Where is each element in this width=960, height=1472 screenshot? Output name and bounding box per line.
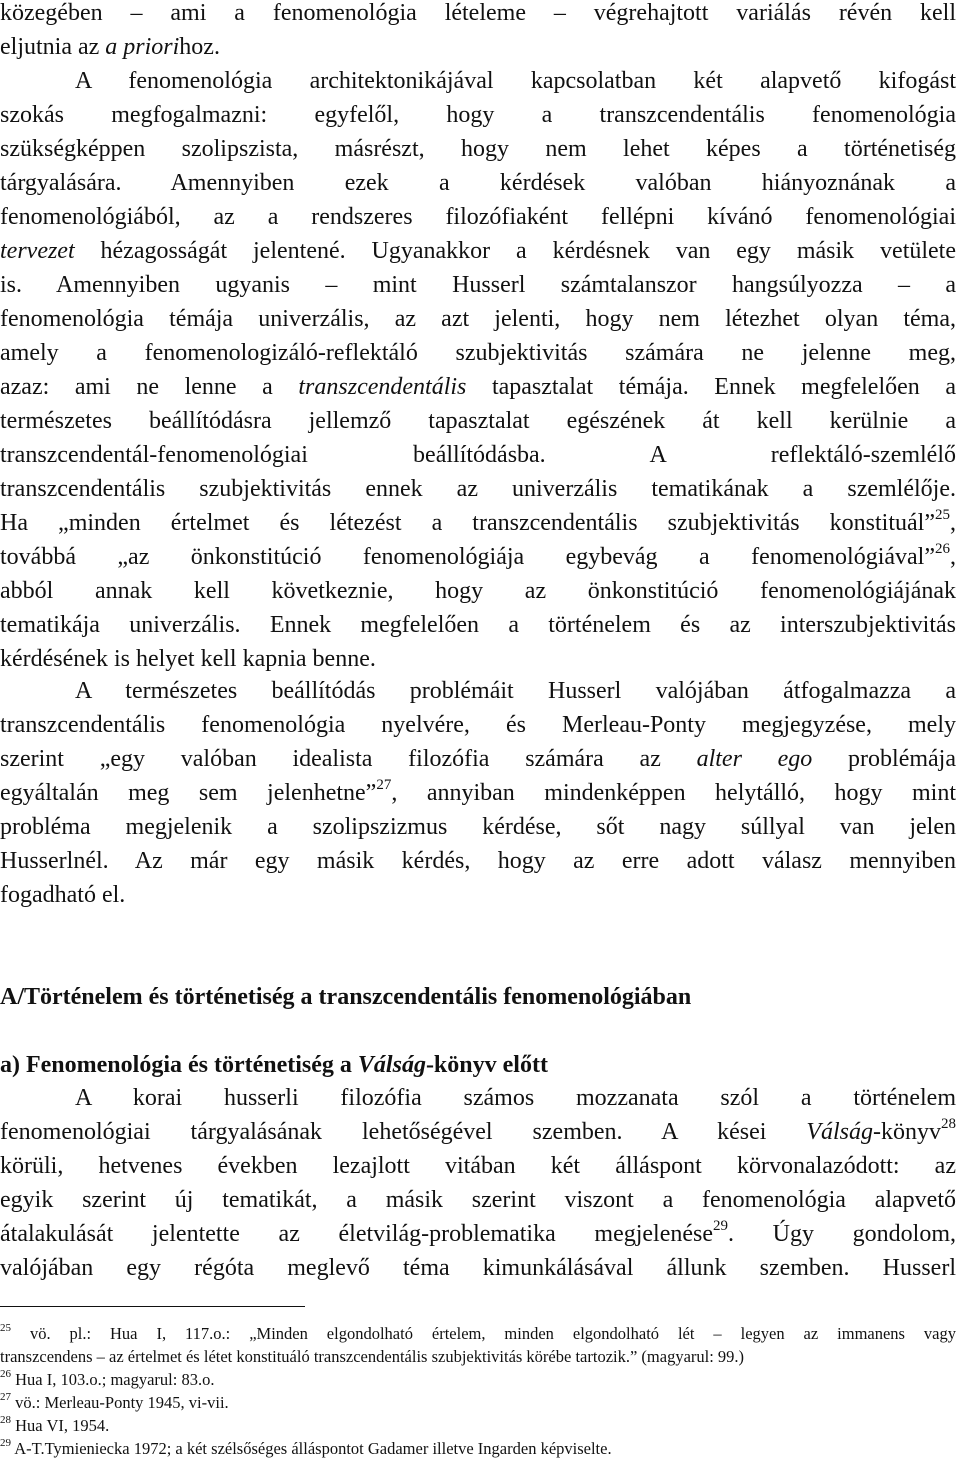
emphasis: a priori — [105, 34, 180, 60]
emphasis: transzcendentális — [298, 374, 467, 400]
text-line: transzcendentális fenomenológia nyelvére, és Merleau-Ponty megjegyzése, mely — [0, 712, 956, 738]
text-line: szokás megfogalmazni: egyfelől, hogy a transzcendentális fenomenológia — [0, 102, 956, 128]
text-line: is. Amennyiben ugyanis – mint Husserl számtalanszor hangsúlyozza – a — [0, 272, 956, 298]
text-line: egyáltalán meg sem jelenhetne”$^{27}$, annyiban mindenképpen helytálló, hogy mint — [0, 777, 957, 806]
footnote-26: $^{26}$ Hua I, 103.o.; magyarul: 83.o. — [0, 1368, 215, 1389]
paragraph-block-1 — [0, 0, 956, 676]
footnote-27: $^{27}$ vö.: Merleau-Ponty 1945, vi-vii. — [0, 1391, 229, 1412]
text-line: tematikája univerzális. Ennek megfelelően a történelem és az interszubjektivitás — [0, 612, 956, 638]
footnote-28: $^{28}$ Hua VI, 1954. — [0, 1414, 110, 1435]
text-line: fenomenológia témája univerzális, az azt jelenti, hogy nem létezhet olyan téma, — [0, 306, 956, 332]
emphasis: Válság — [806, 1119, 873, 1145]
text-line: Husserlnél. Az már egy másik kérdés, hogy az erre adott válasz mennyiben — [0, 848, 956, 874]
text-line: eljutnia az a priorihoz. — [0, 34, 220, 60]
section-heading: A/Történelem és történetiség a transzcendentális fenomenológiában — [0, 984, 692, 1010]
emphasis: alter ego — [696, 746, 813, 772]
text-line: fenomenológiai tárgyalásának lehetőségével szemben. A kései Válság-könyv$^{28}$ — [0, 1116, 956, 1145]
text-line: továbbá „az önkonstitúció fenomenológiája egybevág a fenomenológiával”$^{26}$, — [0, 541, 956, 570]
footnote-25: $^{25}$ vö. pl.: Hua I, 117.o.: „Minden elgondolható értelem, minden elgondolható lét – legyen az immanens vagy — [0, 1322, 956, 1343]
footnote-ref[interactable]: 26 — [935, 541, 950, 557]
paragraph-block-3 — [0, 1081, 956, 1285]
emphasis: Válság — [357, 1052, 426, 1078]
text-line: A korai husserli filozófia számos mozzanata szól a történelem — [75, 1085, 956, 1111]
footnote-separator — [0, 1306, 305, 1307]
paragraph-block-2 — [0, 674, 956, 912]
text-line: körüli, hetvenes években lezajlott vitában két álláspont körvonalazódott: az — [0, 1153, 956, 1179]
subsection-heading: a) Fenomenológia és történetiség a Válság-könyv előtt — [0, 1052, 548, 1078]
text-line: szükségképpen szolipszista, másrészt, hogy nem lehet képes a történetiség — [0, 136, 956, 162]
text-line: egyik szerint új tematikát, a másik szerint viszont a fenomenológia alapvető — [0, 1187, 956, 1213]
text-line: fogadható el. — [0, 882, 126, 908]
text-line: tervezet hézagosságát jelentené. Ugyanakkor a kérdésnek van egy másik vetülete — [0, 238, 956, 264]
text-line: A fenomenológia architektonikájával kapcsolatban két alapvető kifogást — [75, 68, 956, 94]
text-line: Ha „minden értelmet és létezést a transzcendentális szubjektivitás konstituál”$^{25}$, — [0, 507, 956, 536]
emphasis: tervezet — [0, 238, 75, 264]
text-line: kérdésének is helyet kell kapnia benne. — [0, 646, 376, 672]
footnote-29: $^{29}$ A-T.Tymieniecka 1972; a két szélsőséges álláspontot Gadamer illetve Ingarden képviselte. — [0, 1437, 612, 1458]
footnote-ref[interactable]: 27 — [376, 777, 392, 793]
footnote-ref[interactable]: 25 — [935, 507, 950, 523]
footnotes — [0, 1322, 956, 1460]
text-line: transzcendentál-fenomenológiai beállítódásba. A reflektáló-szemlélő — [0, 442, 956, 468]
text-line: természetes beállítódásra jellemző tapasztalat egészének át kell kerülnie a — [0, 408, 956, 434]
text-line: azaz: ami ne lenne a transzcendentális tapasztalat témája. Ennek megfelelően a — [0, 374, 957, 400]
text-line: transzcendentális szubjektivitás ennek az univerzális tematikának a szemlélője. — [0, 476, 956, 502]
text-line: tárgyalására. Amennyiben ezek a kérdések valóban hiányoznának a — [0, 170, 956, 196]
text-line: szerint „egy valóban idealista filozófia számára az alter ego problémája — [0, 746, 957, 772]
text-line: amely a fenomenologizáló-reflektáló szubjektivitás számára ne jelenne meg, — [0, 340, 956, 366]
text-line: abból annak kell következnie, hogy az önkonstitúció fenomenológiájának — [0, 578, 956, 604]
text-line: fenomenológiából, az a rendszeres filozófiaként fellépni kívánó fenomenológiai — [0, 204, 956, 230]
text-line: probléma megjelenik a szolipszizmus kérdése, sőt nagy súllyal van jelen — [0, 814, 956, 840]
text-line: valójában egy régóta meglevő téma kimunkálásával állunk szemben. Husserl — [0, 1255, 956, 1281]
text-line: közegében – ami a fenomenológia lételeme – végrehajtott variálás révén kell — [0, 0, 956, 26]
text-line: A természetes beállítódás problémáit Husserl valójában átfogalmazza a — [75, 678, 956, 704]
text-line: átalakulását jelentette az életvilág-problematika megjelenése$^{29}$. Úgy gondolom, — [0, 1218, 957, 1247]
footnote-ref[interactable]: 28 — [941, 1116, 956, 1132]
footnote-25-continued: transzcendens – az értelmet és létet konstituáló transzcendentális szubjektivitás körébe tartozik.” (magyarul: 99.) — [0, 1347, 745, 1366]
footnote-ref[interactable]: 29 — [713, 1218, 729, 1234]
